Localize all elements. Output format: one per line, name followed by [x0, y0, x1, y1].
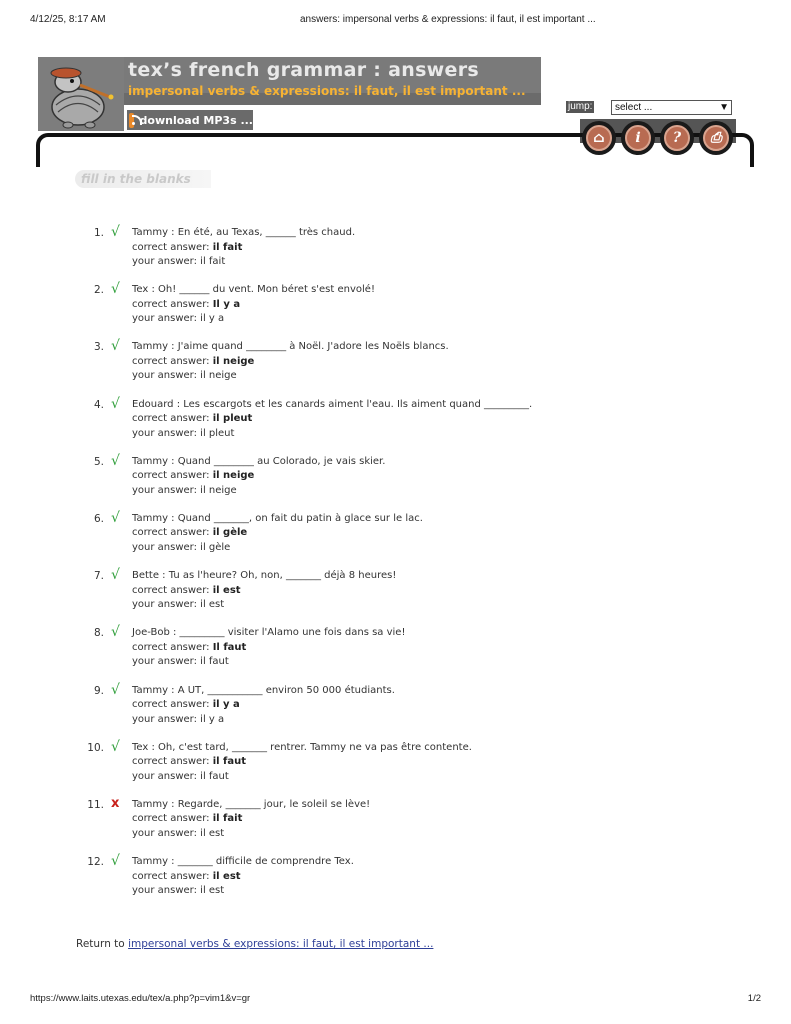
- checkmark-icon: √: [111, 338, 120, 355]
- correct-answer-line: [132, 641, 405, 656]
- answer-item: [0, 396, 791, 453]
- answer-lines: [132, 798, 370, 842]
- your-answer-label: your answer:: [132, 599, 197, 611]
- your-answer-label: your answer:: [132, 713, 197, 725]
- return-line: [76, 938, 433, 950]
- correct-answer-label: correct answer:: [132, 298, 210, 310]
- return-link[interactable]: impersonal verbs & expressions: il faut, il est important ...: [128, 938, 434, 950]
- correct-answer-value: il gèle: [212, 527, 248, 539]
- your-answer-label: your answer:: [132, 484, 197, 496]
- checkmark-icon: √: [111, 395, 120, 412]
- answer-number: 1.: [93, 227, 104, 239]
- correct-answer-value: il fait: [212, 813, 243, 825]
- print-url: https://www.laits.utexas.edu/tex/a.php?p=vim1&v=gr: [30, 993, 251, 1004]
- question-text: Bette : Tu as l'heure? Oh, non, _______ déjà 8 heures!: [132, 570, 397, 582]
- print-date: 4/12/25, 8:17 AM: [30, 14, 106, 25]
- answer-lines: [132, 340, 449, 384]
- correct-answer-value: il est: [212, 584, 241, 596]
- checkmark-icon: √: [111, 509, 120, 526]
- question-text: Joe-Bob : _________ visiter l'Alamo une fois dans sa vie!: [132, 627, 406, 639]
- answer-number: 7.: [93, 570, 104, 583]
- correct-answer-label: correct answer:: [132, 241, 210, 253]
- correct-answer-line: [132, 812, 370, 827]
- print-icon: ⎙: [703, 125, 729, 151]
- correct-answer-value: il fait: [212, 241, 243, 253]
- answers-list: [0, 224, 791, 910]
- answer-item: [0, 224, 791, 281]
- correct-answer-label: correct answer:: [132, 699, 210, 710]
- answer-lines: [132, 855, 354, 899]
- info-icon: i: [625, 125, 651, 151]
- your-answer-value: il y a: [200, 313, 225, 325]
- checkmark-icon: √: [111, 624, 120, 641]
- question-text: Tammy : Quand ________ au Colorado, je vais skier.: [132, 455, 386, 467]
- your-answer-label: your answer:: [132, 827, 197, 839]
- banner-subtitle: impersonal verbs & expressions: il faut, il est important ...: [128, 84, 526, 98]
- answer-item: [0, 338, 791, 395]
- info-button[interactable]: [621, 121, 655, 155]
- your-answer-line: [132, 598, 396, 613]
- correct-answer-value: Il faut: [212, 641, 247, 653]
- your-answer-line: [132, 655, 405, 670]
- jump-select-value: select ...: [615, 102, 653, 113]
- armadillo-mascot-icon: [38, 57, 124, 131]
- your-answer-line: [132, 255, 355, 270]
- print-button[interactable]: [699, 121, 733, 155]
- correct-answer-value: il neige: [212, 470, 255, 482]
- help-icon: ?: [664, 125, 690, 151]
- download-mp3s-label: download MP3s ...: [139, 113, 253, 127]
- print-page-number: 1/2: [747, 993, 761, 1004]
- jump-label: jump:: [568, 101, 593, 112]
- correct-answer-label: correct answer:: [132, 870, 210, 882]
- correct-answer-line: [132, 526, 423, 541]
- your-answer-label: your answer:: [132, 770, 197, 782]
- answer-item: [0, 453, 791, 510]
- correct-answer-label: correct answer:: [132, 756, 210, 768]
- banner-title: tex’s french grammar : answers: [128, 59, 479, 81]
- correct-answer-label: correct answer:: [132, 641, 210, 653]
- answer-lines: [132, 741, 472, 785]
- question-text: Tammy : En été, au Texas, ______ très chaud.: [132, 227, 356, 238]
- question-text: Tammy : A UT, ___________ environ 50 000 étudiants.: [132, 684, 395, 696]
- checkmark-icon: √: [111, 738, 120, 755]
- answer-item: [0, 682, 791, 739]
- answer-number: 9.: [93, 684, 104, 697]
- your-answer-line: [132, 827, 370, 842]
- answer-lines: [132, 512, 423, 556]
- your-answer-line: [132, 541, 423, 556]
- your-answer-label: your answer:: [132, 541, 197, 553]
- chevron-down-icon: ▼: [719, 102, 729, 113]
- answer-number: 8.: [93, 627, 104, 640]
- your-answer-value: il pleut: [200, 427, 235, 439]
- question-text: Tammy : J'aime quand ________ à Noël. J'adore les Noëls blancs.: [132, 341, 449, 353]
- answer-lines: [132, 455, 385, 499]
- correct-answer-line: [132, 355, 449, 370]
- answer-number: 2.: [93, 284, 104, 297]
- answer-item: [0, 796, 791, 853]
- correct-answer-line: [132, 584, 396, 599]
- checkmark-icon: √: [111, 281, 120, 298]
- checkmark-icon: √: [111, 224, 120, 240]
- cross-icon: x: [111, 795, 120, 811]
- correct-answer-line: [132, 298, 375, 313]
- correct-answer-value: il faut: [212, 756, 247, 768]
- your-answer-value: il est: [200, 599, 225, 611]
- answer-number: 10.: [87, 741, 104, 754]
- your-answer-label: your answer:: [132, 256, 197, 267]
- answer-number: 12.: [87, 856, 104, 869]
- your-answer-value: il est: [200, 827, 225, 839]
- correct-answer-line: [132, 870, 354, 885]
- checkmark-icon: √: [111, 853, 120, 870]
- your-answer-label: your answer:: [132, 370, 197, 382]
- correct-answer-value: il est: [212, 870, 241, 882]
- checkmark-icon: √: [111, 452, 120, 469]
- your-answer-label: your answer:: [132, 885, 197, 897]
- question-text: Tammy : _______ difficile de comprendre Tex.: [132, 856, 354, 868]
- checkmark-icon: √: [111, 567, 120, 584]
- return-prefix: Return to: [76, 938, 125, 950]
- your-answer-line: [132, 713, 395, 728]
- correct-answer-value: il y a: [212, 699, 240, 710]
- answer-item: [0, 510, 791, 567]
- home-button[interactable]: [582, 121, 616, 155]
- your-answer-line: [132, 484, 385, 499]
- correct-answer-line: [132, 241, 355, 256]
- your-answer-line: [132, 312, 375, 327]
- correct-answer-line: [132, 698, 395, 713]
- correct-answer-value: Il y a: [212, 298, 241, 310]
- question-text: Edouard : Les escargots et les canards aiment l'eau. Ils aiment quand _________.: [132, 398, 533, 410]
- rss-icon: [129, 113, 134, 128]
- your-answer-value: il fait: [200, 256, 226, 267]
- section-label: fill in the blanks: [75, 170, 211, 188]
- print-header: [30, 14, 761, 30]
- correct-answer-label: correct answer:: [132, 527, 210, 539]
- correct-answer-label: correct answer:: [132, 413, 210, 425]
- your-answer-line: [132, 770, 472, 785]
- your-answer-line: [132, 884, 354, 899]
- question-text: Tammy : Quand _______, on fait du patin à glace sur le lac.: [132, 512, 423, 524]
- question-text: Tex : Oh, c'est tard, _______ rentrer. Tammy ne va pas être contente.: [132, 741, 472, 753]
- your-answer-value: il faut: [200, 656, 229, 668]
- correct-answer-line: [132, 412, 532, 427]
- answer-number: 5.: [93, 455, 104, 468]
- answer-number: 6.: [93, 512, 104, 525]
- your-answer-label: your answer:: [132, 427, 197, 439]
- download-mp3s-button[interactable]: [127, 110, 253, 130]
- home-icon: ⌂: [586, 125, 612, 151]
- question-text: Tammy : Regarde, _______ jour, le soleil se lève!: [132, 798, 371, 810]
- your-answer-label: your answer:: [132, 656, 197, 668]
- checkmark-icon: √: [111, 681, 120, 698]
- help-button[interactable]: [660, 121, 694, 155]
- your-answer-value: il faut: [200, 770, 229, 782]
- correct-answer-value: il pleut: [212, 413, 253, 425]
- answer-item: [0, 281, 791, 338]
- correct-answer-line: [132, 469, 385, 484]
- answer-item: [0, 624, 791, 681]
- answer-number: 11.: [87, 798, 104, 811]
- site-banner: [38, 57, 541, 131]
- your-answer-value: il neige: [200, 370, 237, 382]
- correct-answer-label: correct answer:: [132, 813, 210, 825]
- your-answer-label: your answer:: [132, 313, 197, 325]
- answer-item: [0, 567, 791, 624]
- answer-item: [0, 853, 791, 910]
- answer-lines: [132, 626, 405, 670]
- your-answer-line: [132, 369, 449, 384]
- your-answer-value: il neige: [200, 484, 237, 496]
- answer-lines: [132, 569, 396, 613]
- your-answer-value: il est: [200, 885, 225, 897]
- your-answer-value: il y a: [200, 713, 225, 725]
- correct-answer-label: correct answer:: [132, 584, 210, 596]
- print-title: answers: impersonal verbs & expressions: il faut, il est important ...: [300, 14, 596, 25]
- jump-select[interactable]: [611, 100, 732, 115]
- correct-answer-label: correct answer:: [132, 355, 210, 367]
- correct-answer-line: [132, 755, 472, 770]
- question-text: Tex : Oh! ______ du vent. Mon béret s'est envolé!: [132, 284, 375, 296]
- answer-lines: [132, 684, 395, 728]
- answer-lines: [132, 283, 375, 327]
- answer-number: 4.: [93, 398, 104, 411]
- answer-lines: [132, 226, 355, 270]
- answer-item: [0, 739, 791, 796]
- correct-answer-value: il neige: [212, 355, 255, 367]
- your-answer-line: [132, 427, 532, 442]
- your-answer-value: il gèle: [200, 541, 231, 553]
- answer-number: 3.: [93, 341, 104, 354]
- answer-lines: [132, 398, 532, 442]
- correct-answer-label: correct answer:: [132, 470, 210, 482]
